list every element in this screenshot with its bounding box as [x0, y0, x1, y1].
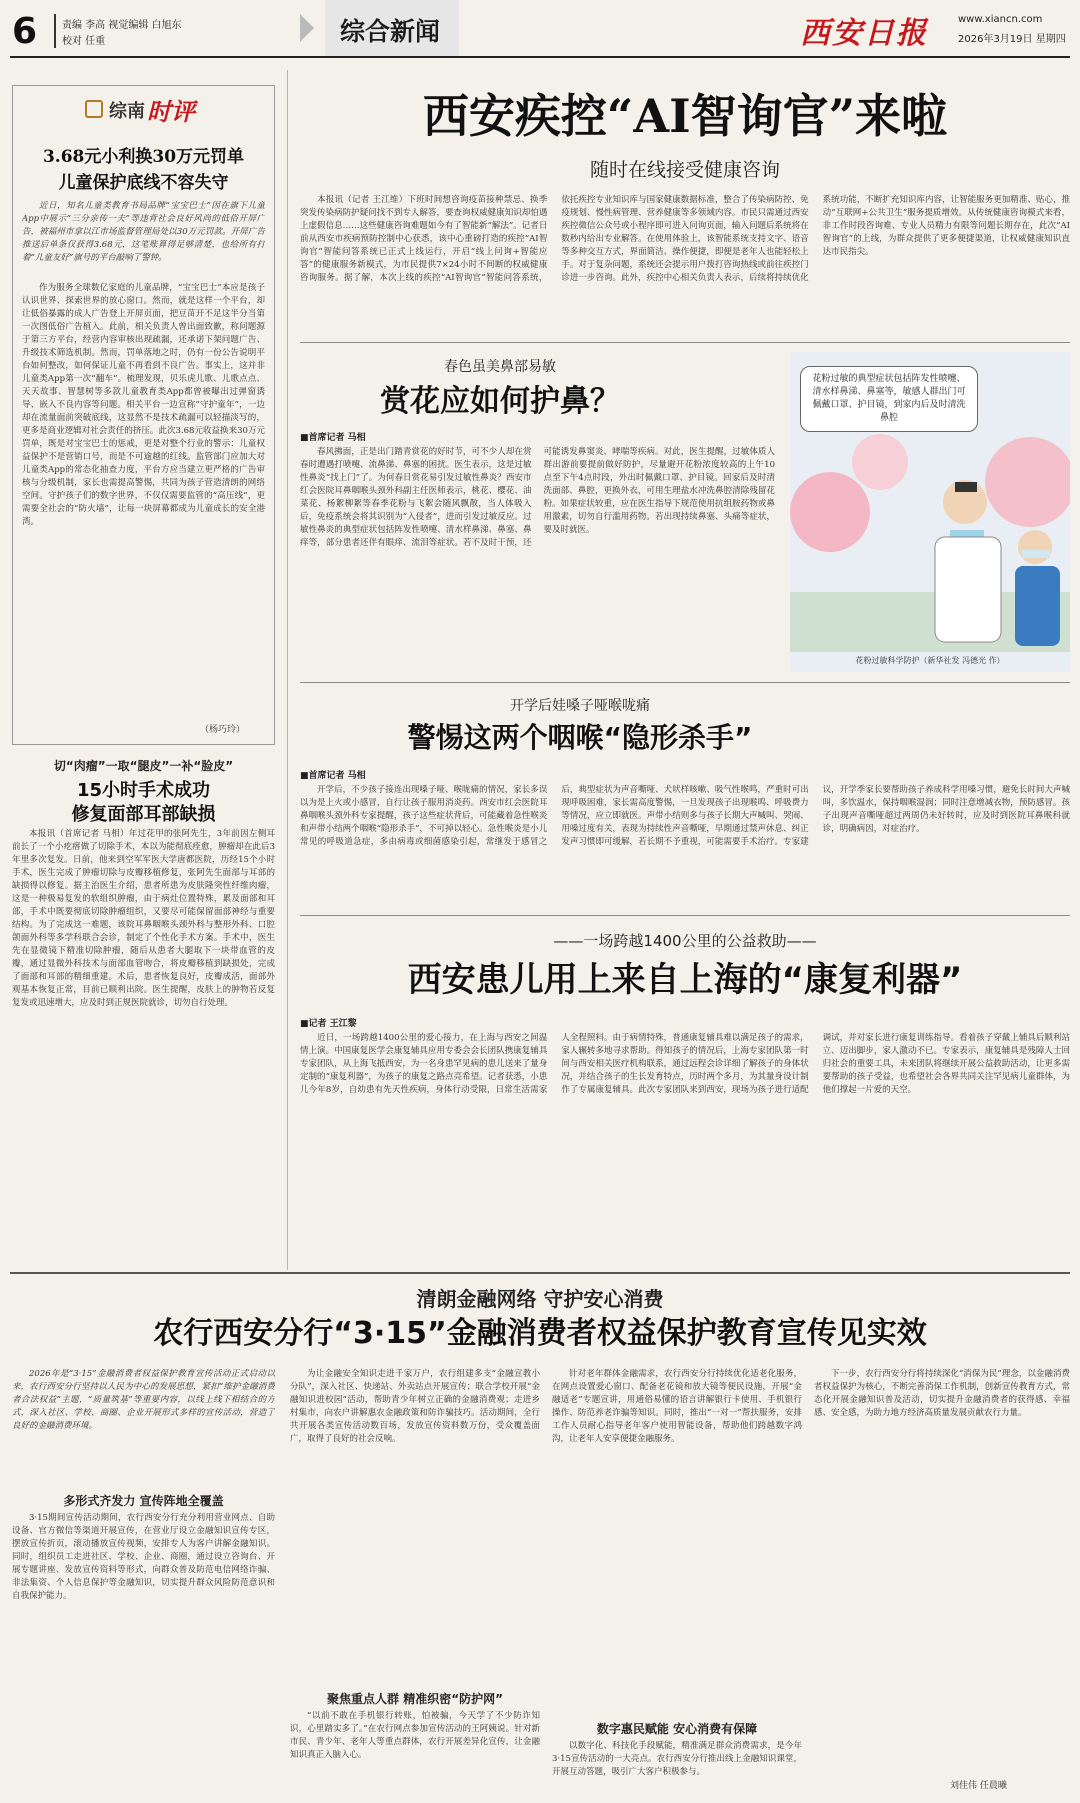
story4-kicker: 开学后娃嗓子哑喉咙痛: [510, 698, 650, 714]
story4-headline: 警惕这两个咽喉“隐形杀手”: [407, 721, 753, 754]
story3-body: [12, 828, 275, 1258]
section-title: 综合新闻: [340, 17, 441, 46]
story1-body: [300, 194, 1070, 334]
commentary-body: [22, 282, 265, 718]
header-rule: [10, 56, 1070, 58]
story2-kicker: 春色虽美鼻部易敏: [444, 359, 556, 375]
story4-body-text: 开学后，不少孩子接连出现嗓子哑、喉咙痛的情况，家长多误以为是上火或小感冒，自行让孩子服用消炎药。西安市红会医院耳鼻咽喉头颈外科专家提醒，孩子这些症状背后，可能藏着急性喉炎和声带小结两个咽喉“隐形杀手”，不可掉以轻心。急性喉炎是小儿常见的呼吸道急症，多由病毒或细菌感染引起，常继发于感冒之后，典型症状为声音嘶哑、犬吠样咳嗽、吸气性喉鸣，严重时可出现呼吸困难，家长需高度警惕，一旦发现孩子出现喉鸣、呼吸费力等情况，应立即就医。声带小结则多与孩子长期大声喊叫、哭闹、用嗓过度有关，表现为持续性声音嘶哑，早期通过禁声休息、纠正发声习惯即可缓解，若长期不予重视，可能需要手术治疗。专家建议，开学季家长要帮助孩子养成科学用嗓习惯，避免长时间大声喊叫，多饮温水，保持咽喉湿润；同时注意增减衣物，预防感冒。孩子出现声音嘶哑超过两周仍未好转时，应及时到医院耳鼻喉科就诊，明确病因，对症治疗。: [300, 785, 1070, 847]
story5-body-text: 近日，一场跨越1400公里的爱心接力，在上海与西安之间温情上演。中国康复医学会康复辅具应用专委会会长团队携康复辅具专家团队，从上海飞抵西安，为一名身患罕见病的患儿送来了量身定制的“康复利器”，为孩子的康复之路点亮希望。记者获悉，小患儿今年8岁，自幼患有先天性疾病，身体行动受限，日常生活需家人全程照料。由于病情特殊，普通康复辅具难以满足孩子的需求，家人辗转多地寻求帮助。得知孩子的情况后，上海专家团队第一时间与西安相关医疗机构联系，通过远程会诊详细了解孩子的身体状况，并结合孩子的生长发育特点，历时两个多月，为其量身设计制作了专属康复辅具。此次专家团队来到西安，现场为孩子进行适配调试，并对家长进行康复训练指导。看着孩子穿戴上辅具后顺利站立、迈出脚步，家人激动不已。专家表示，康复辅具是残障人士回归社会的重要工具，未来团队将继续开展公益救助活动，让更多需要帮助的孩子受益，也希望社会各界共同关注罕见病儿童群体，为他们撑起一片爱的天空。: [300, 1033, 1070, 1095]
story4-divider: [300, 915, 1070, 916]
issue-date: 2026年3月19日 星期四: [958, 34, 1066, 45]
page-header: [0, 0, 1080, 56]
story3-headline-line2: 修复面部耳部缺损: [71, 804, 216, 825]
story6-col1: [12, 1512, 275, 1794]
story5-divider: [10, 1272, 1070, 1274]
story6-col1-text: 3·15期间宣传活动期间，农行西安分行充分利用营业网点、自助设备、官方微信等渠道开展宣传，在营业厅设立金融知识宣传专区，摆放宣传折页，滚动播放宣传视频，安排专人为客户讲解金融知识。同时，组织员工走进社区、学校、企业、商圈，通过设立咨询台、开展专题讲座、发放宣传资料等形式，向群众普及防范电信网络诈骗、非法集资、个人信息保护等金融知识，切实提升群众风险防范意识和自我保护能力。: [12, 1513, 275, 1601]
story2-headline: 赏花应如何护鼻？: [380, 384, 620, 419]
masthead-logo: 西安日报: [800, 16, 928, 51]
story1-body-text: 本报讯（记者 王江维）下班时间想咨询疫苗接种禁忌、换季突发传染病防护疑问找不到专人解答，要查询权威健康知识却怕遇上虚假信息……这些健康咨询难题如今有了智能新“解法”。记者日前从西安市疾病预防控制中心获悉，该中心重磅打造的疾控“AI智询官”智能问答系统已正式上线运行，开启“线上问询+智能应答”的健康服务新模式，为市民提供7×24小时不间断的权威健康咨询服务。据了解，本次上线的疾控“AI智询官”智能问答系统，依托疾控专业知识库与国家健康数据标准，整合了传染病防控、免疫规划、慢性病管理、营养健康等多领域内容。市民只需通过西安疾控微信公众号或小程序即可进入问询页面，输入问题后系统将在数秒内给出专业解答。在使用体验上，该智能系统支持文字、语音等多种交互方式，界面简洁、操作便捷，即便是老年人也能轻松上手。对于复杂问题，系统还会提示用户拨打咨询热线或前往疾控门诊进一步咨询。此外，疾控中心相关负责人表示，后续将持续优化系统功能，不断扩充知识库内容，让智能服务更加精准、贴心，推动“互联网+公共卫生”服务提质增效。从传统健康咨询模式来看，非工作时段咨询难、专业人员精力有限等问题长期存在，此次“AI智询官”的上线，为群众提供了更多便捷渠道，让权威健康知识直达市民指尖。: [300, 195, 1070, 283]
story6-subhead-1: 多形式齐发力 宣传阵地全覆盖: [63, 1494, 224, 1508]
story6-col2b-text: “以前不敢在手机银行转账，怕被骗，今天学了不少防诈知识，心里踏实多了。”在农行网点参加宣传活动的王阿姨说。针对新市民、青少年、老年人等重点群体，农行开展差异化宣传，让金融知识真正入脑入心。: [290, 1711, 540, 1760]
story6-col2-text: 为让金融安全知识走进千家万户，农行组建多支“金融宣教小分队”，深入社区、快递站、外卖站点开展宣传；联合学校开展“金融知识进校园”活动，帮助青少年树立正确的金融消费观；走进乡村集市，向农户讲解惠农金融政策和防诈骗技巧。活动期间，全行共开展各类宣传活动数百场，发放宣传资料数万份，受众覆盖面广，取得了良好的社会反响。: [290, 1369, 540, 1444]
story1-divider: [300, 342, 1070, 343]
scroll-icon: [85, 100, 103, 118]
story3-headline-line1: 15小时手术成功: [76, 780, 211, 801]
editors-line-1: 责编 李高 视觉编辑 白旭东: [62, 20, 182, 31]
story2-caption: 花粉过敏科学防护（新华社发 冯德光 作）: [855, 656, 1005, 665]
story6-col3-text: 针对老年群体金融需求，农行西安分行持续优化适老化服务，在网点设置爱心窗口、配备老花镜和放大镜等便民设施，开展“金融适老”专题宣讲，用通俗易懂的语言讲解银行卡使用、手机银行操作、防范养老诈骗等知识。同时，推出“一对一”帮扶服务，安排工作人员耐心指导老年客户使用智能设备，帮助他们跨越数字鸿沟，让老年人安享便捷金融服务。: [552, 1369, 802, 1444]
story5-kicker: ——一场跨越1400公里的公益救助——: [553, 932, 817, 950]
story6-col4: [814, 1368, 1070, 1768]
story6-col3b: [552, 1740, 802, 1796]
story6-col2b: [290, 1710, 540, 1796]
commentary-logo: [85, 92, 200, 128]
header-divider-left: [54, 14, 56, 48]
story4-body: [300, 784, 1070, 908]
story6-byline: 刘佳伟 任晨曦: [950, 1781, 1007, 1791]
story3-kicker: 切“肉瘤”一取“腿皮”一补“脸皮”: [53, 759, 234, 773]
story2-author: ■首席记者 马相: [300, 433, 366, 443]
story6-kicker: 清朗金融网络 守护安心消费: [416, 1287, 664, 1311]
story3-body-text: 本报讯（首席记者 马相）年过花甲的张阿先生，3年前因左侧耳前长了一个小疙瘩做了切除手术，本以为能彻底痊愈，肿瘤却在此后3年里多次复发。日前，他来到空军军医大学唐都医院，历经15个小时手术，医生完成了肿瘤切除与皮瓣移植修复，张阿先生面部与耳部的缺损得以修复。据主治医生介绍，患者所患为皮肤隆突性纤维肉瘤，这是一种极易复发的软组织肿瘤，由于病灶位置特殊，累及面部和耳部，手术中既要彻底切除肿瘤组织，又要尽可能保留面部神经与重要结构。为了完成这一难题，该院耳鼻咽喉头颈外科与整形外科、口腔颌面外科等多学科联合会诊，制定了个性化手术方案。手术中，医生先在显微镜下精准切除肿瘤，随后从患者大腿取下一块带血管的皮瓣，通过显微外科技术与面部血管吻合，将皮瓣移植到缺损处，完成了面部和耳部的精细重建。术后，患者恢复良好，皮瓣成活，面部外观基本恢复正常，目前已顺利出院。医生提醒，皮肤上的肿物若反复复发或迅速增大，应及时到正规医院就诊，切勿自行处理。: [12, 829, 275, 1008]
commentary-body-text: 作为服务全球数亿家庭的儿童品牌，“宝宝巴士”本应是孩子认识世界、探索世界的放心窗口。然而，就是这样一个平台，却让低俗暴露的成人广告登上开屏页面，把豆苗开不足这半分当第一次图低俗广告植入。此前，相关负责人曾出面致歉，称问题源于第三方平台，经营内容审核出现疏漏，还承诺下架问题广告、升级技术筛选机制。然而，罚单落地之时，仍有一份公告说明平台如何整改，如何保证儿童不再看到不良广告。事实上，这并非儿童类App第一次“翻车”。梳理发现，贝乐虎儿歌、儿歌点点、天天故事、智慧树等多款儿童教育类App都曾被曝出过弹窗诱导、嵌入不良内容等问题。相关平台一边宣称“守护童年”，一边却在流量面前突破底线，这显然不是技术疏漏可以轻描淡写的，更多是商业逻辑对社会责任的挤压。此次3.68元收益换来30万元罚单，既是对宝宝巴士的惩戒，更是对整个行业的警示：儿童权益保护不是营销口号，而是不可逾越的红线。监管部门应加大对儿童类App的常态化抽查力度，平台方应当建立更严格的广告审核与分级机制，家长也需提高警惕，共同为孩子营造清朗的网络空间。守护孩子们的数字世界，不仅仅需要监管的“高压线”，更需要全社会的“防火墙”，让每一块屏幕都成为儿童成长的安全港湾。: [22, 283, 265, 527]
story6-col3: [552, 1368, 802, 1738]
story2-divider: [300, 682, 1070, 683]
commentary-title-line2: 儿童保护底线不容失守: [58, 173, 229, 193]
commentary-lead-text: 近日，知名儿童类教育书局品牌“宝宝巴士”因在旗下儿童App中展示“三分亲传一夫”等违背社会良好风尚的低俗开屏广告，被福州市拿以江市场监督管理局处以30万元罚款。开屏广告推送后单条仅获得3.68元，这笔账算得足够清楚，也给所有打着“儿童友好”旗号的平台敲响了警钟。: [22, 201, 265, 263]
commentary-title-line1: 3.68元小利换30万元罚单: [42, 147, 245, 167]
story6-intro: [12, 1368, 275, 1486]
story5-headline: 西安患儿用上来自上海的“康复利器”: [407, 960, 963, 1000]
commentary-lead: [22, 200, 265, 280]
website: www.xiancn.com: [958, 14, 1043, 25]
story6-subhead-3: 数字惠民赋能 安心消费有保障: [596, 1722, 758, 1736]
left-column-divider: [287, 70, 288, 1270]
story2-body-text: 春风拂面，正是出门踏青赏花的好时节，可不少人却在赏春时遭遇打喷嚏、流鼻涕、鼻塞的困扰。医生表示，这是过敏性鼻炎“找上门”了。为何春日赏花易引发过敏性鼻炎？西安市红会医院耳鼻咽喉头颈外科副主任医师表示，桃花、樱花、油菜花、杨絮柳絮等春季花粉与飞絮会随风飘散，当人体吸入后，免疫系统会将其识别为“入侵者”，进而引发过敏反应。过敏性鼻炎的典型症状包括阵发性喷嚏、清水样鼻涕、鼻塞、鼻痒等，部分患者还伴有眼痒、流泪等症状。若不及时干预，还可能诱发鼻窦炎、哮喘等疾病。对此，医生提醒，过敏体质人群出游前要提前做好防护，尽量避开花粉浓度较高的上午10点至下午4点时段，外出时佩戴口罩、护目镜。回家后及时清洗面部、鼻腔，更换外衣，可用生理盐水冲洗鼻腔清除残留花粉。如果症状较重，应在医生指导下规范使用抗组胺药物或鼻用激素，切勿自行滥用药物。若出现持续鼻塞、头痛等症状，要及时就医。: [300, 447, 775, 548]
story6-subhead-2: 聚焦重点人群 精准织密“防护网”: [327, 1692, 503, 1706]
story6-col4-text: 下一步，农行西安分行将持续深化“消保为民”理念，以金融消费者权益保护为核心，不断完善消保工作机制，创新宣传教育方式，常态化开展金融知识普及活动，切实提升金融消费者的获得感、幸福感、安全感，为助力地方经济高质量发展贡献农行力量。: [814, 1369, 1070, 1418]
story2-illustration: [790, 352, 1070, 672]
editors-line-2: 校对 任重: [62, 36, 106, 47]
page-number: 6: [12, 11, 38, 52]
story6-col3b-text: 以数字化、科技化手段赋能，精准满足群众消费需求，是今年3·15宣传活动的一大亮点。农行西安分行推出线上金融知识课堂，开展互动答题，吸引广大客户积极参与。: [552, 1741, 802, 1777]
commentary-logo-prefix: 综南: [109, 101, 145, 122]
story1-subhead: 随时在线接受健康咨询: [589, 159, 780, 181]
story6-headline: 农行西安分行“3·15”金融消费者权益保护教育宣传见实效: [153, 1316, 927, 1351]
story1-headline: 西安疾控“AI智询官”来啦: [422, 89, 948, 143]
story6-intro-text: 2026年是“3·15”金融消费者权益保护教育宣传活动正式启动以来，农行西安分行坚持以人民为中心的发展思想，紧扣“维护金融消费者合法权益”主题，“质量筑基”等重要内容，以线上线下相结合的方式，深入社区、学校、商圈、企业开展形式多样的宣传活动，营造了良好的金融消费环境。: [12, 1369, 275, 1431]
section-arrow: [300, 14, 314, 42]
commentary-logo-suffix: 时评: [147, 97, 195, 126]
story5-author: ■记者 王江黎: [300, 1019, 357, 1029]
story2-speech-bubble: 花粉过敏的典型症状包括阵发性喷嚏、清水样鼻涕、鼻塞等，敏感人群出门可佩戴口罩、护目镜，到家内后及时清洗鼻腔: [800, 366, 978, 432]
story6-col2: [290, 1368, 540, 1738]
story4-author: ■首席记者 马相: [300, 771, 366, 781]
story2-body: [300, 446, 775, 676]
story5-body: [300, 1032, 1070, 1262]
commentary-byline: （杨巧玲）: [200, 725, 246, 735]
